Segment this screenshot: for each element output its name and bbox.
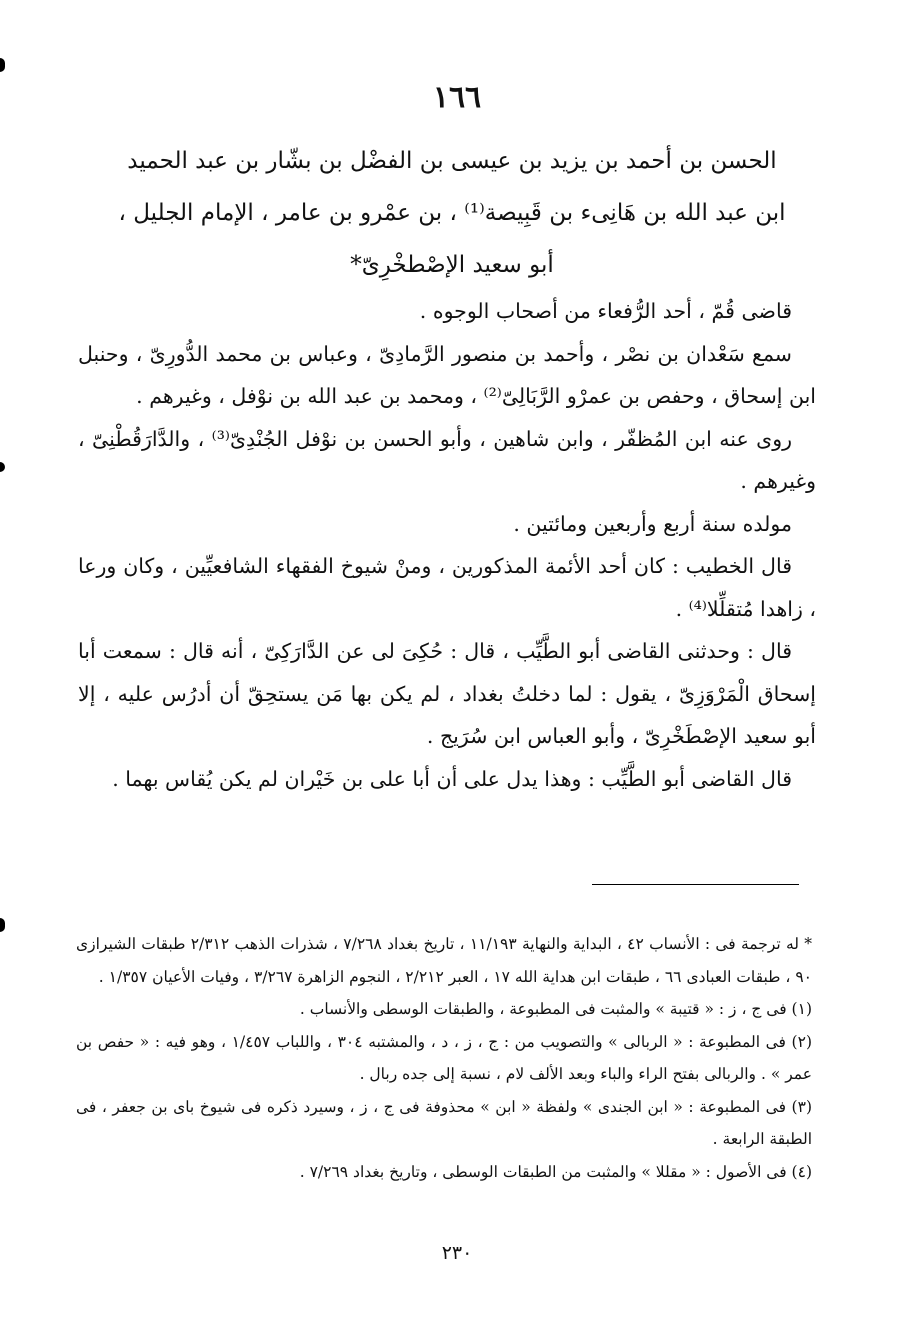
paragraph: قال الخطيب : كان أحد الأئمة المذكورين ، ومنْ شيوخ الفقهاء الشافعيِّين ، وكان ورعا ، زاهدا مُتقلِّلا⁽⁴⁾ . bbox=[78, 554, 816, 621]
footnote: (٢) فى المطبوعة : « الربالى » والتصويب من : ج ، ز ، د ، والمشتبه ٣٠٤ ، واللباب ١/٤٥٧ ، وهو فيه : « حفص بن عمر » . والربالى بفتح الراء والباء وبعد الألف لام ، نسبة إلى جده ربال . bbox=[76, 1032, 812, 1083]
paragraph: قال القاضى أبو الطَّيِّب : وهذا يدل على أن أبا على بن خَيْران لم يكن يُقاس بهما . bbox=[112, 766, 792, 791]
heading-line-3: أبو سعيد الإصْطخْرِىّ* bbox=[350, 252, 554, 278]
paragraph: مولده سنة أربع وأربعين ومائتين . bbox=[513, 511, 792, 536]
footnote-divider bbox=[592, 884, 799, 885]
page-number: ٢٣٠ bbox=[441, 1242, 473, 1264]
heading-line-1: الحسن بن أحمد بن يزيد بن عيسى بن الفضْل بن بشّار بن عبد الحميد bbox=[127, 148, 777, 174]
paragraph: قال : وحدثنى القاضى أبو الطَّيِّب ، قال : حُكِىَ لى عن الدَّارَكِىّ ، أنه قال : سمعت أبا إسحاق الْمَرْوَزِىّ ، يقول : لما دخلتُ بغداد ، لم يكن بها مَن يستحِقّ أن أدرُس عليه ، إلا أبو سعيد الإصْطَخْرِىّ ، وأبو العباس ابن سُرَيج . bbox=[78, 639, 816, 748]
main-text bbox=[78, 290, 816, 800]
footnote: (١) فى ج ، ز : « قتيبة » والمثبت فى المطبوعة ، والطبقات الوسطى والأنساب . bbox=[299, 1000, 812, 1018]
paragraph: قاضى قُمّ ، أحد الرُّفعاء من أصحاب الوجوه . bbox=[419, 299, 792, 323]
biography-heading bbox=[90, 135, 814, 291]
page-edge-mark bbox=[0, 58, 5, 72]
footnote: (٤) فى الأصول : « مقللا » والمثبت من الطبقات الوسطى ، وتاريخ بغداد ٧/٢٦٩ . bbox=[299, 1162, 812, 1181]
heading-line-2: ابن عبد الله بن هَانِىء بن قَبِيصة⁽¹⁾ ، بن عمْرو بن عامر ، الإمام الجليل ، bbox=[118, 200, 786, 226]
footnote: * له ترجمة فى : الأنساب ٤٢ ، البداية والنهاية ١١/١٩٣ ، تاريخ بغداد ٧/٢٦٨ ، شذرات الذهب ٢/٣١٢ طبقات الشيرازى ٩٠ ، طبقات العبادى ٦٦ ، طبقات ابن هداية الله ١٧ ، العبر ٢/٢١٢ ، النجوم الزاهرة ٣/٢٦٧ ، وفيات الأعيان ١/٣٥٧ . bbox=[76, 935, 812, 986]
page-edge-mark bbox=[0, 462, 5, 472]
page-edge-mark bbox=[0, 918, 5, 932]
footnote: (٣) فى المطبوعة : « ابن الجندى » ولفظة « ابن » محذوفة فى ج ، ز ، وسيرد ذكره فى شيوخ باى بن جعفر ، فى الطبقة الرابعة . bbox=[76, 1097, 812, 1148]
paragraph: روى عنه ابن المُظفّر ، وابن شاهين ، وأبو الحسن بن نوْفل الجُنْدِىّ⁽³⁾ ، والدَّارَقُطْنِىّ ، وغيرهم . bbox=[78, 426, 816, 493]
entry-number: ١٦٦ bbox=[432, 80, 482, 115]
paragraph: سمع سَعْدان بن نصْر ، وأحمد بن منصور الرَّمادِىّ ، وعباس بن محمد الدُّورِىّ ، وحنبل ابن إسحاق ، وحفص بن عمرْو الرَّبَالِىّ⁽²⁾ ، ومحمد بن عبد الله بن نوْفل ، وغيرهم . bbox=[78, 341, 816, 408]
footnotes bbox=[76, 928, 812, 1188]
